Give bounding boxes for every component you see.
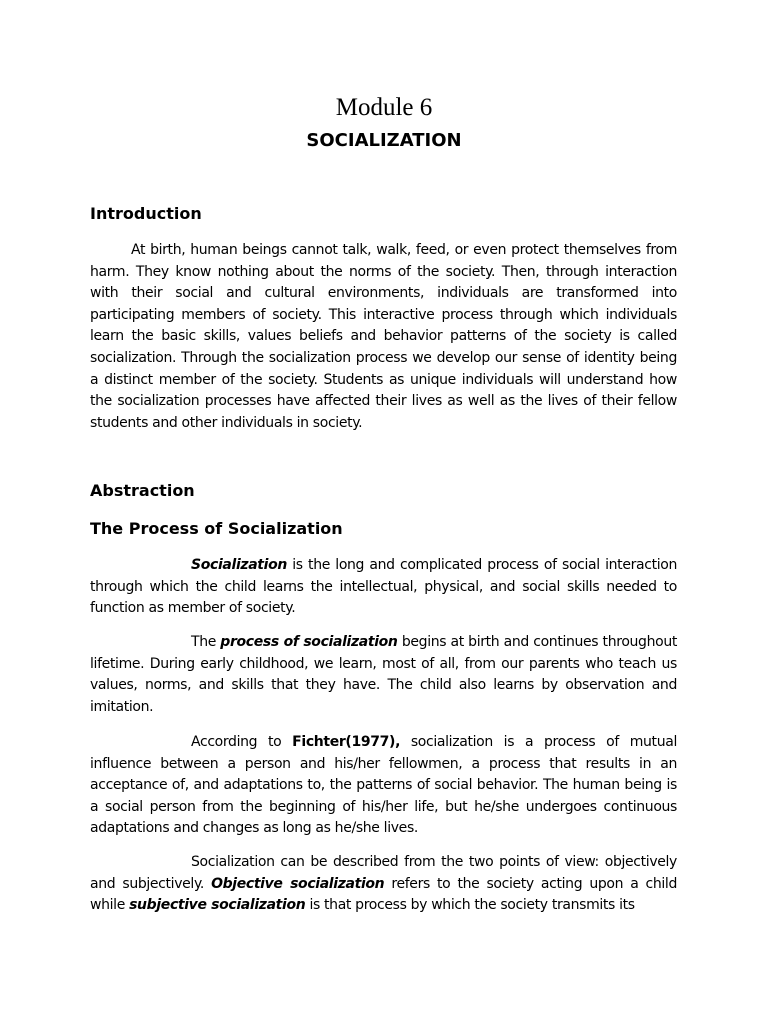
paragraph-text: is the long and complicated process of social interaction through which the child learns the intellectual, physical, and social skills needed to function as member of society. [90, 557, 677, 617]
introduction-heading: Introduction [90, 204, 202, 223]
paragraph-mid: refers to the society acting upon a child while [90, 875, 677, 914]
fichter-paragraph [90, 732, 677, 840]
paragraph-lead: The [191, 634, 221, 650]
term-socialization: Socialization [191, 557, 287, 573]
paragraph-lead: Socialization can be described from the two points of view: objectively and subjectively. [90, 854, 677, 892]
socialization-definition-paragraph [90, 555, 677, 620]
introduction-paragraph: At birth, human beings cannot talk, walk, feed, or even protect themselves from harm. They know nothing about the norms of the society. Then, through interaction with their social and cultural environments, individuals are transformed into participating members of society. This interactive process through which individuals learn the basic skills, values beliefs and behavior patterns of the society is called socialization. Through the socialization process we develop our sense of identity being a distinct member of the society. Students as unique individuals will understand how the socialization processes have affected their lives as well as the lives of their fellow students and other individuals in society. [90, 242, 677, 431]
process-paragraph [90, 632, 677, 718]
term-objective-socialization: Objective socialization [211, 875, 385, 892]
paragraph-text: is that process by which the society transmits its [305, 897, 635, 914]
points-of-view-paragraph [90, 852, 677, 917]
module-subtitle: SOCIALIZATION [306, 130, 462, 151]
process-heading: The Process of Socialization [90, 519, 343, 538]
paragraph-text: begins at birth and continues throughout lifetime. During early childhood, we learn, most of all, from our parents who teach us values, norms, and skills that they have. The child also learns by observation and imitation. [90, 634, 677, 715]
paragraph-lead: According to [191, 734, 293, 750]
module-title: Module 6 [335, 94, 433, 121]
term-fichter: Fichter(1977), [292, 734, 401, 750]
abstraction-heading: Abstraction [90, 481, 195, 500]
paragraph-text: socialization is a process of mutual influence between a person and his/her fellowmen, a process that results in an acceptance of, and adaptations to, the patterns of social behavior. The human being is a social person from the beginning of his/her life, but he/she undergoes continuous adaptations and changes as long as he/she lives. [90, 734, 677, 837]
term-subjective-socialization: subjective socialization [129, 897, 306, 914]
term-process-of-socialization: process of socialization [220, 634, 398, 650]
